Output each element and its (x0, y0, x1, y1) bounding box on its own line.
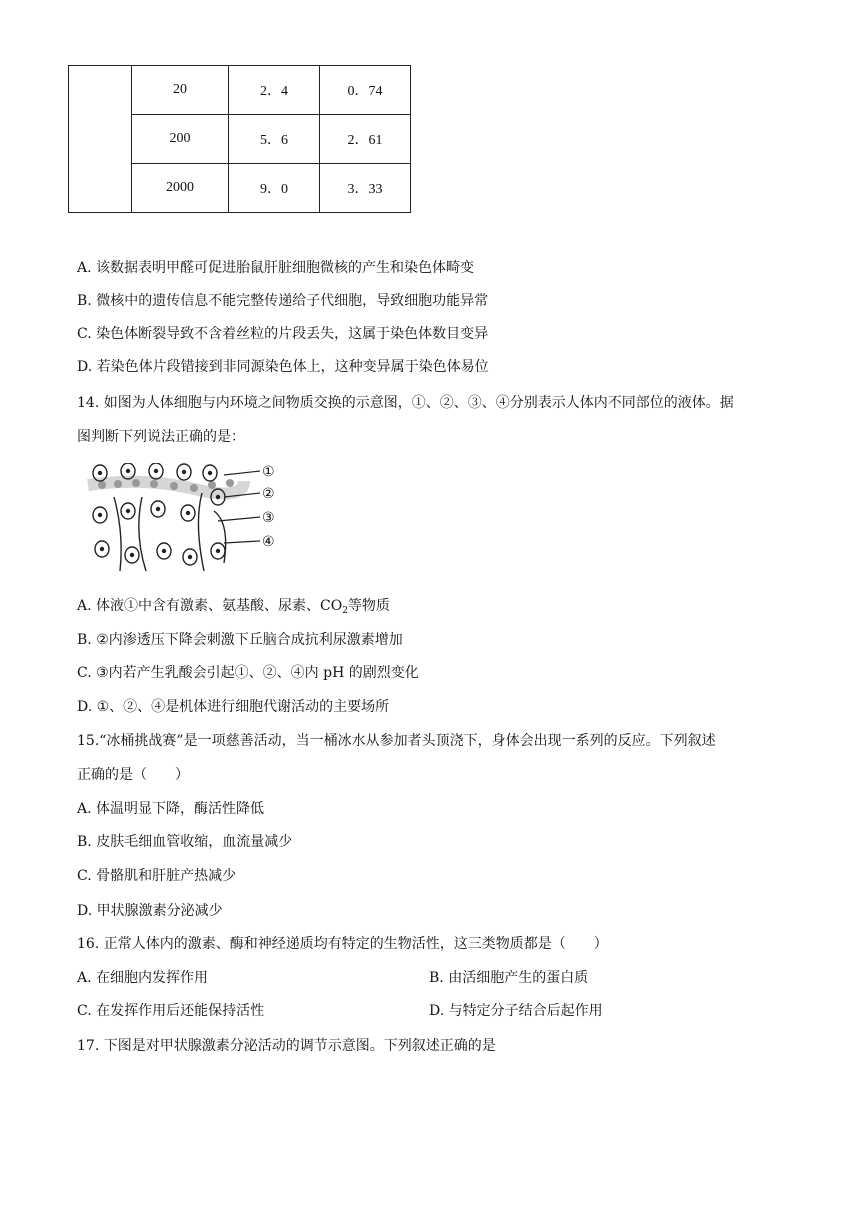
q14-stem-line2: 图判断下列说法正确的是： (77, 429, 245, 445)
q16-option-a: A. 在细胞内发挥作用 (77, 970, 209, 986)
table-cell: 9．0 (229, 164, 320, 213)
table-row (69, 66, 411, 115)
data-table (68, 65, 411, 213)
table-cell: 2．4 (229, 66, 320, 115)
table-cell: 20 (132, 66, 229, 115)
table-cell: 0．74 (320, 66, 411, 115)
q13-option-a: A. 该数据表明甲醛可促进胎鼠肝脏细胞微核的产生和染色体畸变 (77, 260, 475, 276)
figure-label-3: ③ (262, 510, 275, 526)
q15-stem-line1: 15.“冰桶挑战赛”是一项慈善活动，当一桶冰水从参加者头顶浇下，身体会出现一系列的反应。下列叙述 (77, 733, 716, 749)
q14-option-c: C. ③内若产生乳酸会引起①、②、④内 pH 的剧烈变化 (77, 665, 419, 681)
q16-stem: 16. 正常人体内的激素、酶和神经递质均有特定的生物活性，这三类物质都是（ ） (77, 936, 608, 952)
table-cell-merged (69, 66, 132, 213)
q15-option-d: D. 甲状腺激素分泌减少 (77, 903, 223, 919)
figure-label-1: ① (262, 464, 275, 480)
q14-option-a-suffix: 等物质 (347, 598, 390, 614)
q14-option-d: D. ①、②、④是机体进行细胞代谢活动的主要场所 (77, 699, 390, 715)
q15-stem-line2: 正确的是（ ） (77, 767, 189, 783)
table-cell: 3．33 (320, 164, 411, 213)
q16-option-b: B. 由活细胞产生的蛋白质 (429, 970, 589, 986)
q14-option-b: B. ②内渗透压下降会刺激下丘脑合成抗利尿激素增加 (77, 632, 403, 648)
q15-option-b: B. 皮肤毛细血管收缩，血流量减少 (77, 834, 293, 850)
body-fluid-diagram (84, 463, 294, 575)
q13-option-c: C. 染色体断裂导致不含着丝粒的片段丢失，这属于染色体数目变异 (77, 326, 489, 342)
q15-option-c: C. 骨骼肌和肝脏产热减少 (77, 868, 237, 884)
q13-option-b: B. 微核中的遗传信息不能完整传递给子代细胞，导致细胞功能异常 (77, 293, 489, 309)
figure-label-2: ② (262, 486, 275, 502)
q15-option-a: A. 体温明显下降，酶活性降低 (77, 801, 265, 817)
q14-option-a (77, 597, 390, 615)
q16-option-d: D. 与特定分子结合后起作用 (429, 1003, 603, 1019)
table-cell: 2．61 (320, 115, 411, 164)
q13-option-d: D. 若染色体片段错接到非同源染色体上，这种变异属于染色体易位 (77, 359, 489, 375)
q14-option-a-text: A. 体液①中含有激素、氨基酸、尿素、CO (77, 598, 343, 614)
q16-option-c: C. 在发挥作用后还能保持活性 (77, 1003, 265, 1019)
table-cell: 200 (132, 115, 229, 164)
co2-subscript: 2 (342, 606, 348, 616)
table-cell: 2000 (132, 164, 229, 213)
q17-stem: 17. 下图是对甲状腺激素分泌活动的调节示意图。下列叙述正确的是 (77, 1038, 496, 1054)
q14-stem-line1: 14. 如图为人体细胞与内环境之间物质交换的示意图，①、②、③、④分别表示人体内不同部位的液体。据 (77, 395, 734, 411)
table-cell: 5．6 (229, 115, 320, 164)
figure-label-4: ④ (262, 534, 275, 550)
